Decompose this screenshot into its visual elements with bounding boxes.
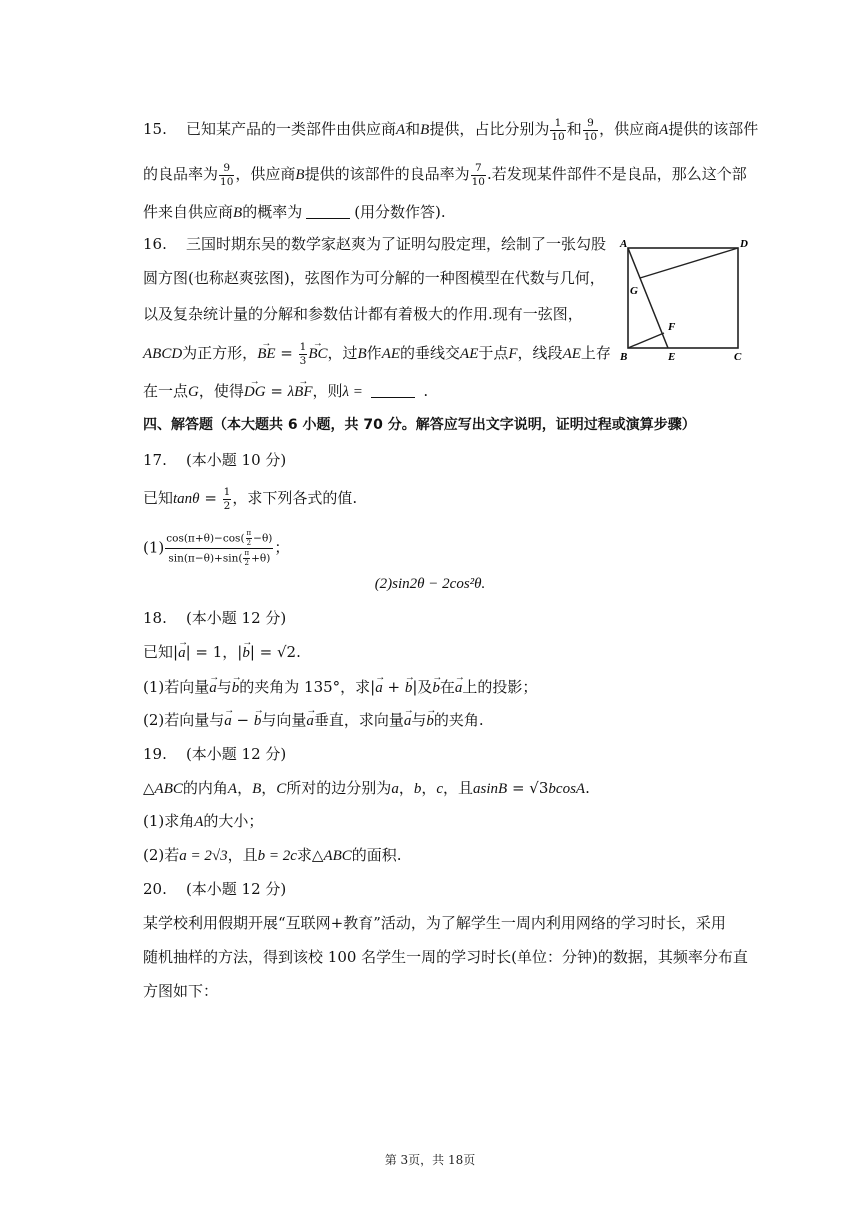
fraction-9-10: $\frac{9}{10}$ bbox=[583, 117, 598, 143]
answer-blank bbox=[371, 383, 415, 398]
q19-line-3: (2)若a = 2√3，且b = 2c求△ABC的面积. bbox=[143, 846, 402, 864]
label-d: D bbox=[740, 238, 748, 250]
fraction-9-10-b: $\frac{9}{10}$ bbox=[220, 162, 234, 188]
zhao-shuang-figure bbox=[618, 236, 760, 364]
segment-dg bbox=[640, 248, 738, 278]
fraction-1-10: $\frac{1}{10}$ bbox=[551, 117, 565, 143]
q18-header: 18. (本小题 12 分) bbox=[143, 609, 287, 627]
q16-line-5: 在一点G，使得→ DG = λ→ BF，则λ = . bbox=[143, 381, 428, 402]
q20-line-2: 随机抽样的方法，得到该校 100 名学生一周的学习时长(单位：分钟)的数据，其频率分布直 bbox=[143, 948, 748, 966]
label-b: B bbox=[620, 351, 628, 363]
fraction-7-10: $\frac{7}{10}$ bbox=[471, 162, 485, 188]
label-e: E bbox=[668, 351, 676, 363]
answer-blank bbox=[306, 204, 350, 219]
q20-line-1: 某学校利用假期开展“互联网+教育”活动，为了解学生一周内利用网络的学习时长，采用 bbox=[143, 914, 726, 932]
square-abcd bbox=[628, 248, 738, 348]
q15-line-2: 的良品率为 $\frac{9}{10}$ ，供应商B提供的该部件的良品率为 $\frac{7}{10}$ .若发现某件部件不是良品，那么这个部 bbox=[143, 162, 747, 188]
q17-part-1: (1) cos(π+θ)−cos( $\frac{\pi}{2}$ −θ) sin(π−θ)+sin( $\frac{\pi}{2}$ +θ) ； bbox=[143, 529, 290, 567]
q16-line-3: 以及复杂统计量的分解和参数估计都有着极大的作用.现有一弦图， bbox=[143, 305, 583, 323]
q16-line-2: 圆方图(也称赵爽弦图)，弦图作为可分解的一种图模型在代数与几何， bbox=[143, 269, 605, 287]
q16-line-4: ABCD为正方形，→ BE = $\frac{1}{3}$ → BC，过B作AE的垂线交AE于点F，线段AE上存 bbox=[143, 342, 611, 366]
q17-header: 17. (本小题 10 分) bbox=[143, 451, 287, 469]
label-f: F bbox=[668, 321, 676, 333]
q16-number: 16. bbox=[143, 235, 167, 253]
q18-line-2: (1)若向量→ a与→ b的夹角为 135°，求|→ a + → b|及→ b在→ a上的投影； bbox=[143, 677, 537, 698]
section-4-heading: 四、解答题（本大题共 6 小题，共 70 分。解答应写出文字说明，证明过程或演算步骤） bbox=[143, 417, 696, 433]
page-footer: 第 3页，共 18页 bbox=[384, 1153, 476, 1167]
segment-ae bbox=[628, 248, 668, 348]
q19-line-1: △ABC的内角A，B，C所对的边分别为a，b，c，且asinB = √3bcosA. bbox=[143, 779, 590, 797]
fraction-1-3: $\frac{1}{3}$ bbox=[299, 341, 307, 367]
q17-part-2: (2)sin2θ − 2cos²θ. bbox=[374, 576, 486, 592]
q19-line-2: (1)求角A的大小； bbox=[143, 812, 264, 830]
segment-bf bbox=[628, 333, 664, 348]
label-c: C bbox=[734, 351, 742, 363]
trig-fraction: cos(π+θ)−cos( $\frac{\pi}{2}$ −θ) sin(π−θ)+sin( $\frac{\pi}{2}$ +θ) bbox=[166, 529, 273, 567]
q18-line-1: 已知|→ a| = 1，|→ b| = √2. bbox=[143, 642, 301, 663]
label-a: A bbox=[620, 238, 628, 250]
q16-line-1: 16. 三国时期东吴的数学家赵爽为了证明勾股定理，绘制了一张勾股 bbox=[143, 235, 606, 253]
q19-header: 19. (本小题 12 分) bbox=[143, 745, 287, 763]
q15-number: 15. bbox=[143, 120, 167, 138]
q18-line-3: (2)若向量与→ a − → b与向量→ a垂直，求向量→ a与→ b的夹角. bbox=[143, 710, 484, 731]
label-g: G bbox=[630, 285, 638, 297]
q15-line-3: 件来自供应商B的概率为 (用分数作答). bbox=[143, 203, 446, 221]
q20-header: 20. (本小题 12 分) bbox=[143, 880, 287, 898]
fraction-1-2: $\frac{1}{2}$ bbox=[223, 486, 231, 512]
q15-line-1: 15. 已知某产品的一类部件由供应商A和B提供，占比分别为 $\frac{1}{10}$ 和 $\frac{9}{10}$ ，供应商A提供的该部件 bbox=[143, 117, 759, 143]
q20-line-3: 方图如下： bbox=[143, 982, 219, 1000]
q17-line-1: 已知tanθ = $\frac{1}{2}$ ，求下列各式的值. bbox=[143, 486, 358, 512]
